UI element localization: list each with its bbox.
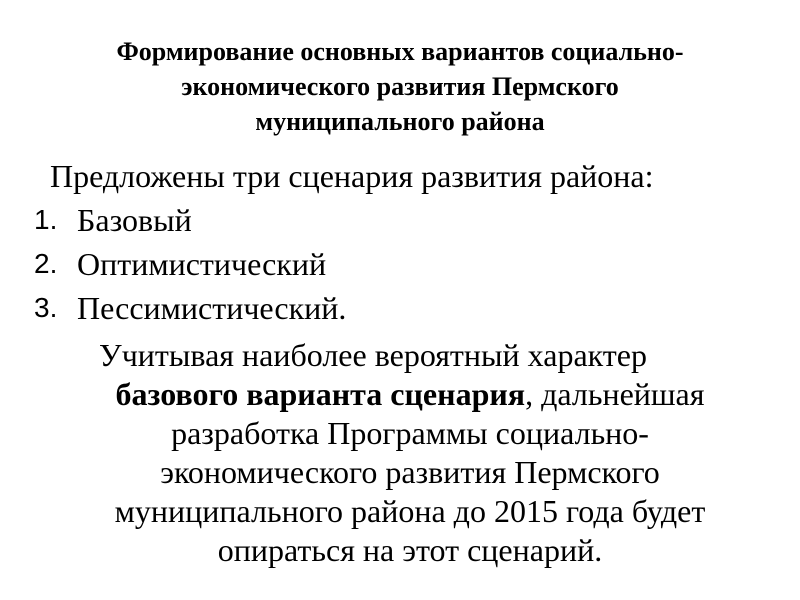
conclusion-text: , дальнейшая	[525, 376, 705, 412]
slide-title-line: Формирование основных вариантов социально-	[116, 37, 684, 66]
list-item	[0, 198, 800, 242]
list-item	[0, 286, 800, 330]
slide-title	[40, 34, 760, 139]
scenario-list	[0, 198, 800, 330]
list-item-label: Оптимистический	[77, 246, 327, 282]
conclusion-line: разработка Программы социально-	[171, 415, 649, 451]
conclusion-line: муниципального района до 2015 года будет	[114, 493, 706, 529]
conclusion-line	[40, 375, 780, 414]
list-item	[0, 242, 800, 286]
emphasis-text: базового варианта сценария	[115, 376, 526, 412]
conclusion-paragraph	[40, 336, 780, 570]
conclusion-line: Учитывая наиболее вероятный характер	[99, 337, 647, 373]
conclusion-line: экономического развития Пермского	[160, 454, 660, 490]
list-item-number: 2.	[34, 248, 58, 279]
conclusion-line: опираться на этот сценарий.	[217, 532, 603, 568]
slide-title-line: муниципального района	[255, 107, 545, 136]
list-item-label: Пессимистический.	[77, 290, 347, 326]
list-item-number: 1.	[34, 204, 58, 235]
slide-title-line: экономического развития Пермского	[181, 72, 619, 101]
list-item-label: Базовый	[77, 202, 192, 238]
intro-text: Предложены три сценария развития района:	[50, 158, 654, 194]
list-item-number: 3.	[34, 292, 58, 323]
